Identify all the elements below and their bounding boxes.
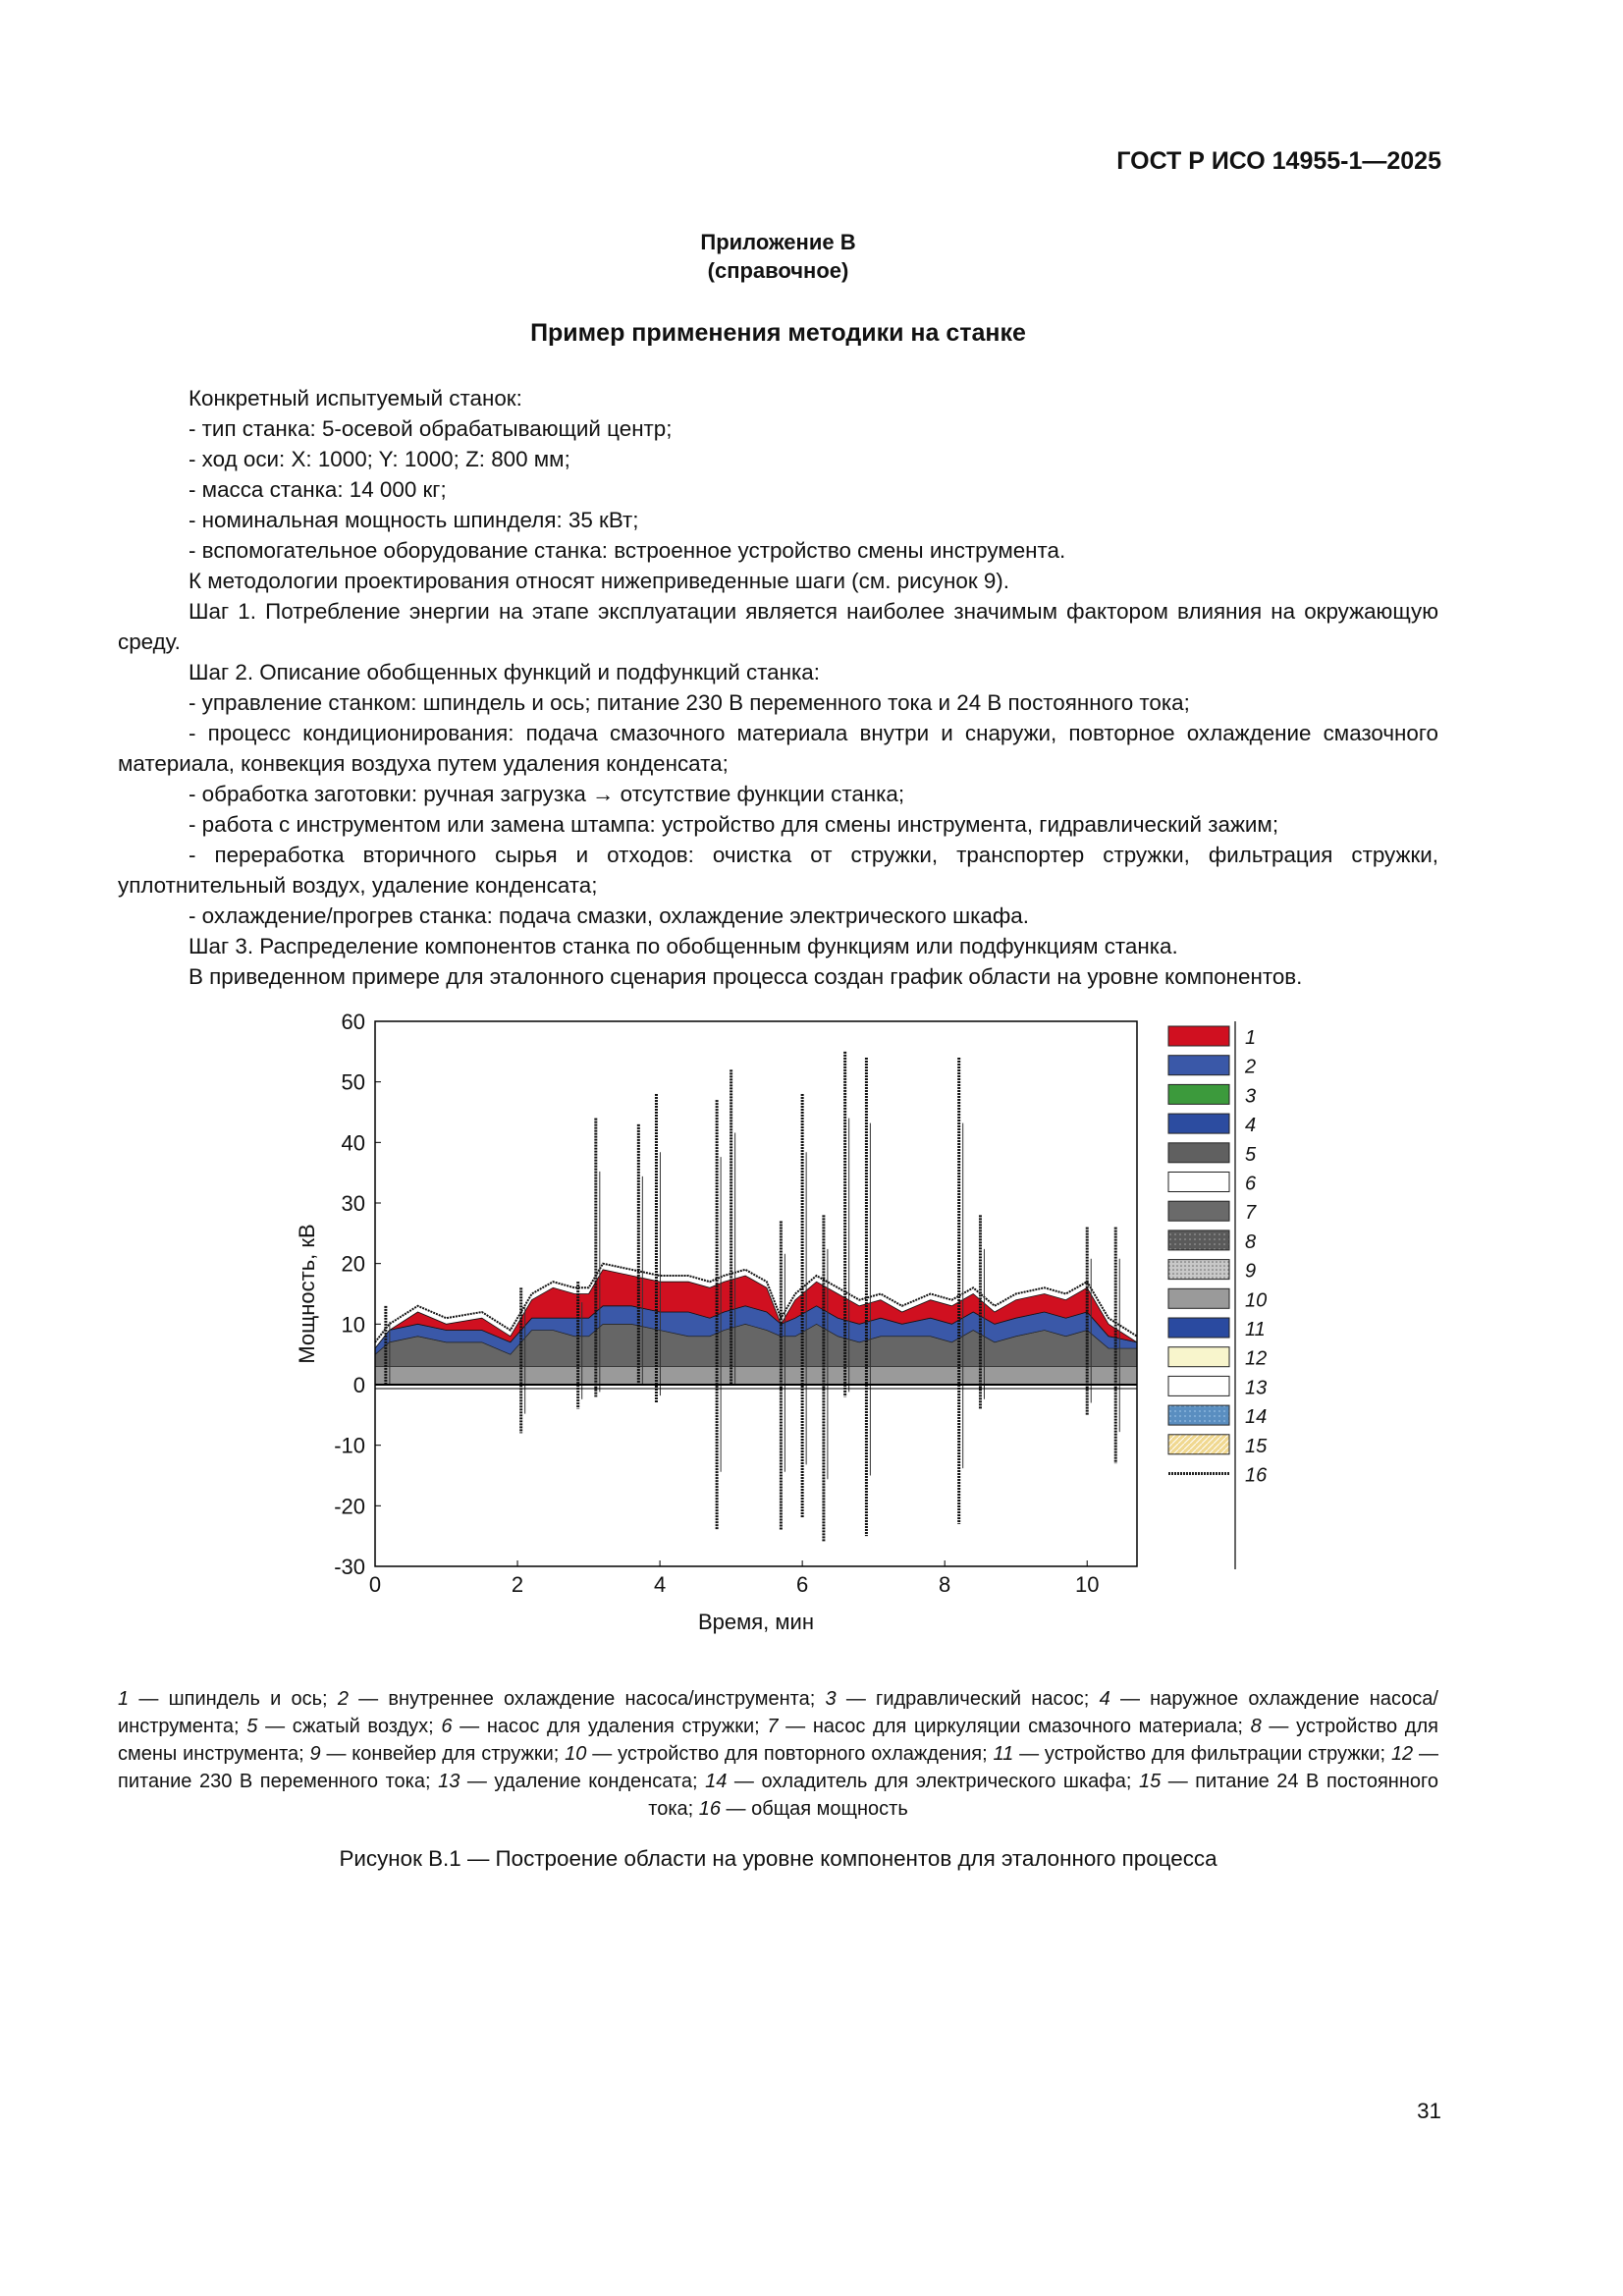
body-text [118, 383, 1438, 992]
y-tick-label: 60 [341, 1010, 365, 1034]
legend-caption-text: — конвейер для стружки; [320, 1743, 566, 1765]
legend-label: 8 [1245, 1230, 1257, 1253]
legend-label: 14 [1245, 1406, 1268, 1429]
legend-label: 1 [1245, 1027, 1257, 1049]
paragraph: - масса станка: 14 000 кг; [189, 477, 447, 502]
legend-caption-text: — удаление конденсата; [460, 1771, 706, 1792]
legend-label: 11 [1245, 1319, 1266, 1340]
legend-label: 2 [1245, 1056, 1257, 1078]
x-tick-label: 6 [796, 1572, 809, 1597]
legend-swatch [1168, 1173, 1229, 1192]
legend-caption-text: — насос для удаления стружки; [452, 1716, 768, 1737]
paragraph: - вспомогательное оборудование станка: встроенное устройство смены инструмента. [189, 538, 1066, 563]
paragraph: К методологии проектирования относят нижеприведенные шаги (см. рисунок 9). [189, 569, 1009, 593]
legend-swatch [1168, 1376, 1229, 1395]
paragraph: - управление станком: шпиндель и ось; питание 230 В переменного тока и 24 В постоянного тока; [189, 690, 1190, 715]
legend [1168, 1021, 1268, 1569]
legend-label: 12 [1245, 1347, 1268, 1370]
legend-label: 10 [1245, 1289, 1268, 1312]
legend-caption-text: — насос для циркуляции смазочного материала; [778, 1716, 1251, 1737]
legend-caption-number: 3 [825, 1688, 837, 1710]
legend-caption-text: — питание 24 В постоянного тока; [648, 1771, 1438, 1820]
paragraph: - охлаждение/прогрев станка: подача смазки, охлаждение электрического шкафа. [189, 903, 1029, 928]
x-tick-label: 4 [653, 1572, 667, 1597]
legend-caption-number: 13 [438, 1771, 460, 1792]
legend-label: 13 [1245, 1377, 1268, 1399]
legend-swatch [1168, 1347, 1229, 1367]
legend-label: 15 [1245, 1435, 1268, 1457]
legend-label: 7 [1245, 1202, 1257, 1225]
x-tick-label: 0 [368, 1572, 382, 1597]
y-tick-label: -20 [334, 1494, 365, 1519]
legend-caption-text: — питание 230 В переменного тока; [118, 1743, 1439, 1792]
paragraph: - ход оси: X: 1000; Y: 1000; Z: 800 мм; [189, 447, 570, 471]
legend-swatch [1168, 1318, 1229, 1338]
document-id: ГОСТ Р ИСО 14955-1—2025 [1116, 147, 1441, 175]
legend-swatch [1168, 1114, 1229, 1133]
paragraph: - работа с инструментом или замена штампа: устройство для смены инструмента, гидравлический зажим; [189, 812, 1279, 837]
legend-caption-number: 2 [337, 1688, 349, 1710]
figure-caption: Рисунок В.1 — Построение области на уровне компонентов для эталонного процесса [339, 1846, 1217, 1871]
y-tick-label: 30 [341, 1191, 365, 1216]
legend-caption-number: 10 [565, 1743, 587, 1765]
area-chart [265, 1002, 1296, 1650]
legend-caption-number: 8 [1250, 1716, 1262, 1737]
legend-caption-number: 9 [309, 1743, 321, 1765]
legend-swatch [1168, 1084, 1229, 1104]
y-tick-label: 0 [352, 1373, 365, 1397]
legend-caption-number: 16 [698, 1798, 721, 1820]
paragraph: Шаг 1. Потребление энергии на этапе эксплуатации является наиболее значимым фактором влияния на окружающую среду. [118, 599, 1438, 654]
area-series-base [375, 1367, 1137, 1386]
legend-swatch [1168, 1026, 1229, 1046]
legend-caption [118, 1685, 1438, 1823]
x-tick-label: 2 [511, 1572, 524, 1597]
legend-swatch [1168, 1143, 1229, 1163]
paragraph: - переработка вторичного сырья и отходов: очистка от стружки, транспортер стружки, фильтрация стружки, уплотнительный воздух, удаление конденсата; [118, 843, 1438, 898]
legend-caption-number: 15 [1138, 1771, 1162, 1792]
legend-swatch [1168, 1056, 1229, 1075]
legend-label: 9 [1245, 1260, 1257, 1283]
y-tick-label: 50 [341, 1069, 365, 1095]
legend-caption-number: 6 [441, 1716, 453, 1737]
paragraph: - процесс кондиционирования: подача смазочного материала внутри и снаружи, повторное охлаждение смазочного материала, конвекция воздуха путем удаления конденсата; [118, 721, 1438, 776]
legend-swatch [1168, 1201, 1229, 1221]
annex-title: Приложение В [700, 230, 856, 254]
paragraph: - тип станка: 5-осевой обрабатывающий центр; [189, 416, 673, 441]
figure [265, 1002, 1296, 1650]
paragraph: Шаг 3. Распределение компонентов станка по обобщенным функциям или подфункциям станка. [189, 934, 1178, 958]
legend-caption-text: — шпиндель и ось; [129, 1688, 338, 1710]
page-number: 31 [1417, 2099, 1441, 2123]
legend-caption-text: — общая мощность [721, 1798, 908, 1820]
paragraph: - номинальная мощность шпинделя: 35 кВт; [189, 508, 639, 532]
legend-label: 4 [1245, 1115, 1257, 1137]
legend-caption-number: 14 [705, 1771, 728, 1792]
legend-swatch [1168, 1435, 1229, 1454]
y-axis-label: Мощность, кВ [295, 1224, 319, 1364]
x-tick-label: 8 [939, 1572, 951, 1597]
x-axis-label: Время, мин [698, 1610, 814, 1634]
section-title: Пример применения методики на станке [530, 319, 1026, 347]
legend-caption-text: — наружное охлаждение насоса/инструмента; [118, 1688, 1438, 1737]
legend-label: 5 [1245, 1143, 1257, 1166]
legend-swatch [1168, 1288, 1229, 1308]
legend-swatch [1168, 1230, 1229, 1250]
paragraph: Конкретный испытуемый станок: [189, 386, 522, 410]
legend-caption-text: — устройство для фильтрации стружки; [1013, 1743, 1391, 1765]
plot-area [375, 1021, 1137, 1566]
legend-caption-text: — гидравлический насос; [836, 1688, 1100, 1710]
legend-caption-number: 1 [118, 1688, 130, 1710]
y-tick-label: 20 [341, 1251, 365, 1277]
annex-heading [0, 228, 1556, 285]
y-tick-label: 10 [341, 1312, 365, 1338]
legend-caption-number: 11 [993, 1743, 1014, 1765]
legend-caption-number: 12 [1390, 1743, 1414, 1765]
legend-label: 16 [1245, 1464, 1268, 1487]
legend-caption-text: — устройство для повторного охлаждения; [586, 1743, 994, 1765]
paragraph: Шаг 2. Описание обобщенных функций и подфункций станка: [189, 660, 820, 684]
y-tick-label: 40 [341, 1130, 365, 1156]
legend-swatch [1168, 1405, 1229, 1425]
legend-label: 6 [1245, 1173, 1257, 1195]
paragraph: - обработка заготовки: ручная загрузка → отсутствие функции станка; [189, 782, 905, 806]
y-tick-label: -10 [334, 1433, 365, 1458]
legend-caption-text: — сжатый воздух; [257, 1716, 442, 1737]
x-tick-label: 10 [1074, 1572, 1100, 1597]
annex-subtitle: (справочное) [707, 258, 849, 283]
legend-label: 3 [1245, 1085, 1257, 1108]
y-tick-label: -30 [334, 1555, 365, 1579]
legend-caption-number: 5 [246, 1716, 258, 1737]
legend-caption-text: — охладитель для электрического шкафа; [727, 1771, 1139, 1792]
paragraph: В приведенном примере для эталонного сценария процесса создан график области на уровне компонентов. [189, 964, 1303, 989]
legend-caption-text: — внутреннее охлаждение насоса/инструмента; [348, 1688, 826, 1710]
legend-swatch [1168, 1260, 1229, 1280]
legend-caption-text: — устройство для смены инструмента; [118, 1716, 1438, 1765]
legend-caption-number: 4 [1099, 1688, 1110, 1710]
legend-caption-number: 7 [767, 1716, 779, 1737]
